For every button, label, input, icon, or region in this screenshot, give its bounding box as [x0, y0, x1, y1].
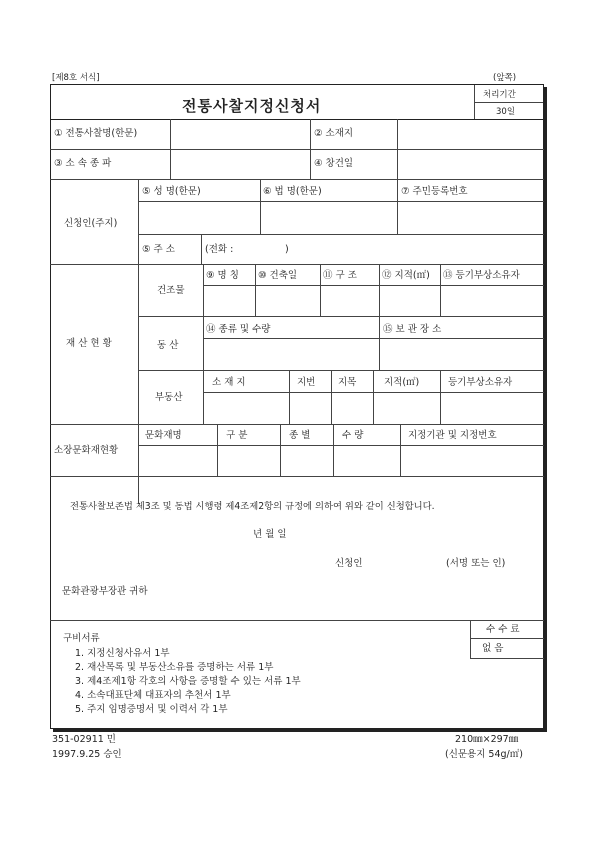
- date-line: 년 월 일: [253, 529, 287, 540]
- resident-number-field[interactable]: [398, 202, 543, 233]
- building-date-label: ⑩ 건축일: [258, 270, 298, 281]
- footer-paper-type: (신문용지 54g/㎡): [445, 749, 523, 760]
- temple-name-label: ① 전통사찰명(한문): [54, 128, 138, 139]
- page-side-label: (앞쪽): [493, 73, 517, 83]
- cp-name-label: 문화재명: [145, 430, 182, 441]
- re-category-label: 지목: [338, 377, 357, 388]
- document-item-2: 2. 재산목록 및 부동산소유를 증명하는 서류 1부: [75, 662, 274, 673]
- movable-storage-label: ⑮ 보 관 장 소: [383, 324, 442, 335]
- footer-code: 351-02911 민: [52, 734, 116, 745]
- real-estate-label: 부동산: [155, 392, 183, 403]
- location-label: ② 소재지: [314, 128, 354, 139]
- founded-date-field[interactable]: [398, 150, 543, 178]
- cp-quantity-label: 수 량: [342, 430, 364, 441]
- founded-date-label: ④ 창건일: [314, 158, 354, 169]
- statement-text: 전통사찰보존법 제3조 및 동법 시행령 제4조제2항의 규정에 의하여 위와 같이 신청합니다.: [70, 501, 435, 512]
- dharma-name-field[interactable]: [261, 202, 396, 233]
- building-label: 건조물: [157, 285, 185, 296]
- building-area-label: ⑫ 지적(㎡): [382, 270, 430, 281]
- fee-value: 없 음: [482, 643, 504, 654]
- phone-label: (전화 :: [205, 244, 234, 255]
- fee-label: 수 수 료: [486, 624, 520, 635]
- building-name-label: ⑨ 명 칭: [206, 270, 239, 281]
- form-title: 전통사찰지정신청서: [182, 97, 322, 115]
- address-field[interactable]: [300, 236, 542, 262]
- addressee: 문화관광부장관 귀하: [62, 586, 148, 597]
- documents-title: 구비서류: [63, 633, 100, 644]
- footer-paper-size: 210㎜×297㎜: [455, 734, 519, 745]
- form-number: [제8호 서식]: [52, 73, 100, 83]
- document-item-3: 3. 제4조제1항 각호의 사항을 증명할 수 있는 서류 1부: [75, 676, 301, 687]
- name-label: ⑤ 성 명(한문): [142, 186, 201, 197]
- building-owner-label: ⑬ 등기부상소유자: [443, 270, 520, 281]
- movable-type-label: ⑭ 종류 및 수량: [206, 324, 271, 335]
- resident-number-label: ⑦ 주민등록번호: [401, 186, 468, 197]
- re-lot-label: 지번: [297, 377, 316, 388]
- re-area-label: 지적(㎡): [384, 377, 420, 388]
- document-item-4: 4. 소속대표단체 대표자의 추천서 1부: [75, 690, 231, 701]
- address-label: ⑤ 주 소: [142, 244, 175, 255]
- property-section-label: 재 산 현 황: [66, 338, 112, 349]
- cultural-section-label: 소장문화재현황: [54, 445, 119, 456]
- location-field[interactable]: [398, 120, 543, 148]
- movable-label: 동 산: [157, 340, 179, 351]
- cp-agency-label: 지정기관 및 지정번호: [408, 430, 497, 441]
- dharma-name-label: ⑥ 법 명(한문): [263, 186, 322, 197]
- sect-label: ③ 소 속 종 파: [54, 158, 112, 169]
- document-item-5: 5. 주지 임명증명서 및 이력서 각 1부: [75, 704, 228, 715]
- footer-approval: 1997.9.25 승인: [52, 749, 122, 760]
- cp-kind-label: 종 별: [289, 430, 311, 441]
- document-item-1: 1. 지정신청사유서 1부: [75, 648, 170, 659]
- re-location-label: 소 재 지: [212, 377, 246, 388]
- phone-close: ): [285, 244, 289, 255]
- sign-hint: (서명 또는 인): [446, 558, 506, 569]
- applicant-section-label: 신청인(주지): [64, 218, 118, 229]
- applicant-sign-label: 신청인: [335, 558, 363, 569]
- processing-period-label: 처리기간: [483, 90, 516, 100]
- re-owner-label: 등기부상소유자: [448, 377, 513, 388]
- temple-name-field[interactable]: [171, 120, 309, 148]
- processing-period-value: 30일: [496, 107, 516, 117]
- building-structure-label: ⑪ 구 조: [323, 270, 357, 281]
- name-field[interactable]: [139, 202, 259, 233]
- sect-field[interactable]: [171, 150, 309, 178]
- cp-class-label: 구 분: [226, 430, 248, 441]
